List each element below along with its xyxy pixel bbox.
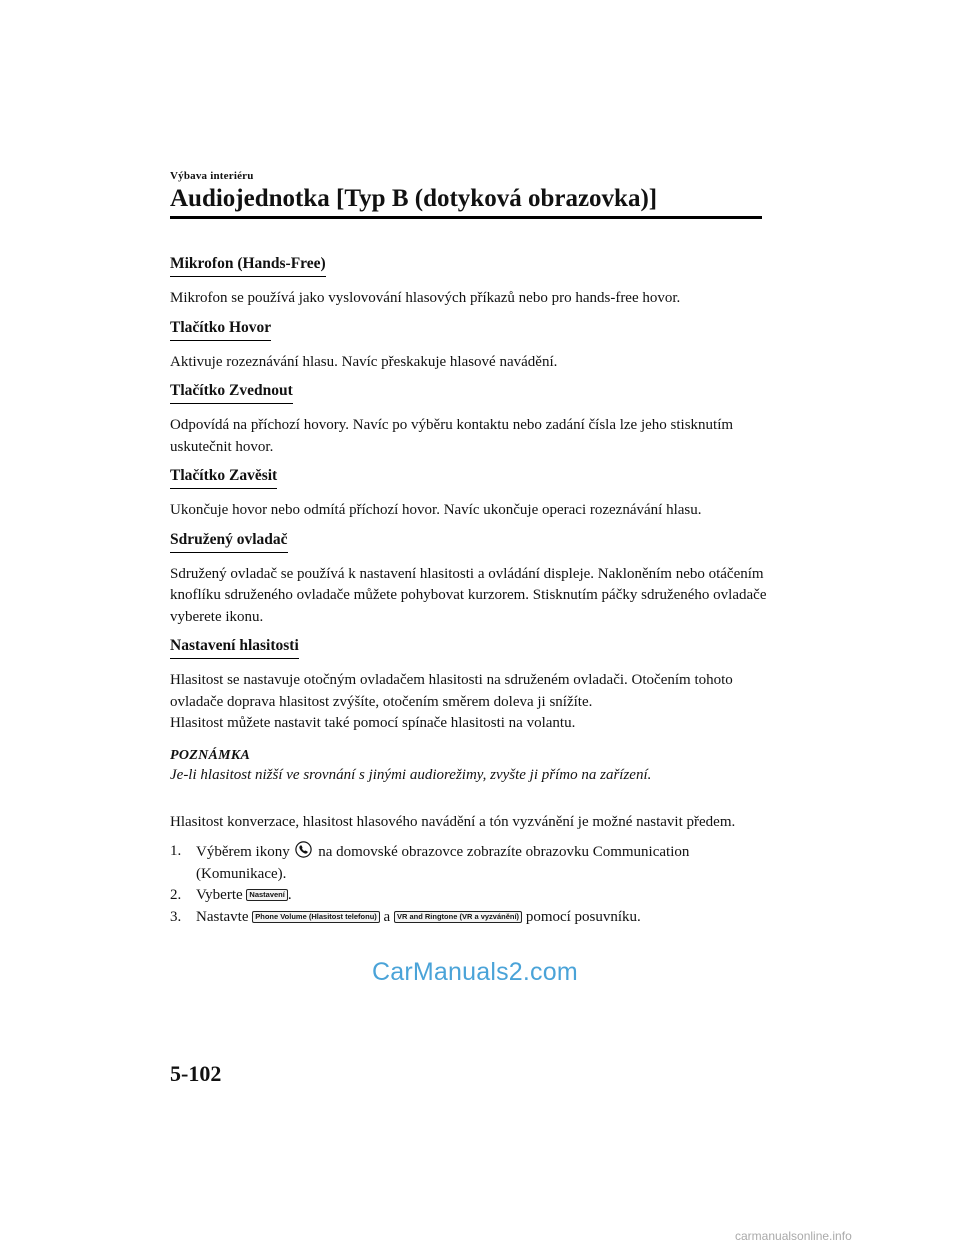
watermark: CarManuals2.com bbox=[372, 958, 578, 986]
phone-volume-label: Phone Volume (Hlasitost telefonu) bbox=[252, 911, 380, 923]
section-heading: Tlačítko Zvednout bbox=[170, 381, 293, 404]
section-text: Mikrofon se používá jako vyslovování hlasových příkazů nebo pro hands-free hovor. bbox=[170, 290, 681, 306]
step-item bbox=[170, 885, 770, 907]
page-title: Audiojednotka [Typ B (dotyková obrazovka)] bbox=[170, 185, 658, 212]
content bbox=[170, 254, 770, 928]
note-text: Je-li hlasitost nižší ve srovnání s jinými audiorežimy, zvyšte ji přímo na zařízení. bbox=[170, 766, 652, 783]
intro-text: Hlasitost konverzace, hlasitost hlasového navádění a tón vyzvánění je možné nastavit předem. bbox=[170, 813, 736, 830]
section-heading: Nastavení hlasitosti bbox=[170, 636, 299, 659]
step-text: Nastavte bbox=[196, 908, 249, 925]
section-text: Sdružený ovladač se používá k nastavení hlasitosti a ovládání displeje. Nakloněním nebo otáčením knoflíku sdruženého ovladače můžete pohybovat kurzorem. Stisknutím páčky sdruženého ovladače vyberete ikonu. bbox=[170, 565, 767, 625]
step-text: Vyberte bbox=[196, 887, 243, 903]
vr-ringtone-label: VR and Ringtone (VR a vyzvánění) bbox=[394, 911, 522, 923]
section-text: Ukončuje hovor nebo odmítá příchozí hovor. Navíc ukončuje operaci rozeznávání hlasu. bbox=[170, 502, 702, 518]
step-item bbox=[170, 841, 770, 885]
steps-list bbox=[170, 841, 770, 928]
section-text: Hlasitost se nastavuje otočným ovladačem hlasitosti na sdruženém ovladači. Otočením tohoto ovladače doprava hlasitost zvýšíte, otočením směrem doleva ji snížíte. bbox=[170, 672, 733, 710]
step-item bbox=[170, 907, 770, 929]
step-text: na domovské obrazovce zobrazíte obrazovku Communication (Komunikace). bbox=[196, 844, 690, 882]
step-text: a bbox=[383, 908, 391, 925]
note-title: POZNÁMKA bbox=[170, 747, 251, 763]
phone-icon bbox=[295, 841, 312, 858]
step-text: pomocí posuvníku. bbox=[525, 908, 641, 925]
step-number: 1. bbox=[170, 843, 182, 859]
step-text: Výběrem ikony bbox=[196, 844, 290, 860]
section-text: Hlasitost můžete nastavit také pomocí spínače hlasitosti na volantu. bbox=[170, 715, 576, 731]
step-text: . bbox=[287, 887, 292, 903]
title-rule bbox=[170, 216, 762, 219]
section-heading: Tlačítko Hovor bbox=[170, 318, 271, 341]
section-heading: Sdružený ovladač bbox=[170, 530, 288, 553]
section-heading: Tlačítko Zavěsit bbox=[170, 466, 277, 489]
step-number: 3. bbox=[170, 908, 182, 925]
section-text: Odpovídá na příchozí hovory. Navíc po výběru kontaktu nebo zadání čísla lze jeho stisknutím uskutečnit hovor. bbox=[170, 417, 734, 455]
page-number: 5-102 bbox=[170, 1061, 222, 1086]
step-number: 2. bbox=[170, 887, 182, 903]
chapter-label: Výbava interiéru bbox=[170, 170, 254, 182]
settings-button-label: Nastavení bbox=[246, 889, 287, 901]
footer-watermark: carmanualsonline.info bbox=[735, 1229, 852, 1243]
section-text: Aktivuje rozeznávání hlasu. Navíc přeskakuje hlasové navádění. bbox=[170, 353, 558, 370]
section-heading: Mikrofon (Hands-Free) bbox=[170, 254, 326, 277]
